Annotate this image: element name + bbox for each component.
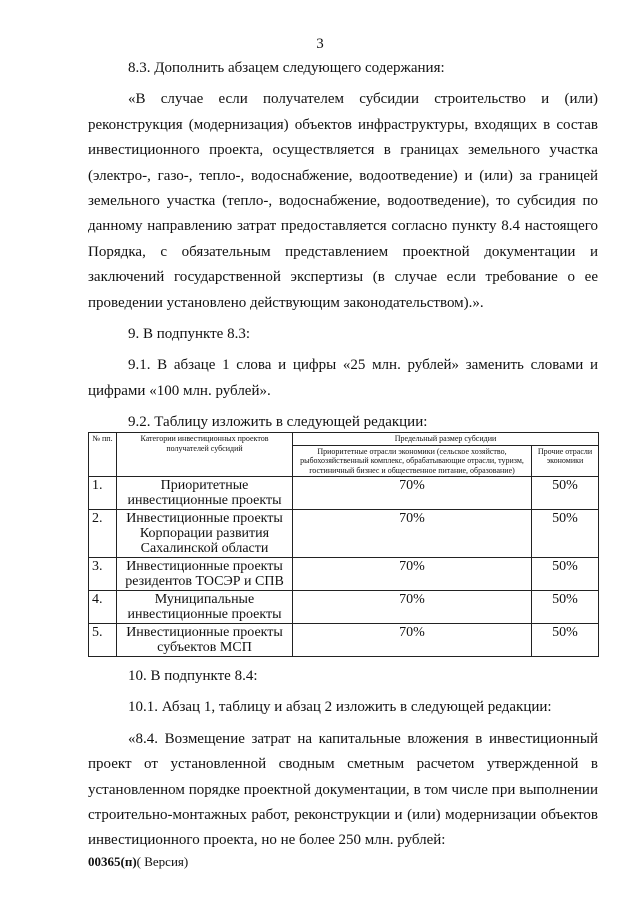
row-other-value: 50% bbox=[532, 591, 599, 624]
header-category: Категории инвестиционных проектов получателей субсидий bbox=[117, 433, 293, 477]
header-priority-sectors: Приоритетные отрасли экономики (сельское хозяйство, рыбохозяйственный комплекс, обрабатывающие отрасли, туризм, гостиничный бизнес и общественное питание, образование) bbox=[293, 445, 532, 477]
row-category: Муниципальные инвестиционные проекты bbox=[117, 591, 293, 624]
row-num: 4. bbox=[89, 591, 117, 624]
paragraph-quote-8-4: «8.4. Возмещение затрат на капитальные вложения в инвестиционный проект от установленной сводным сметным расчетом утвержденной в установленном порядке проектной документации, в том числе при выполнении строительно-монтажных работ, реконструкции и (или) модернизации объектов инвестиционного проекта, но не более 250 млн. рублей: bbox=[88, 730, 598, 849]
row-other-value: 50% bbox=[532, 510, 599, 558]
table-row bbox=[89, 477, 599, 510]
row-priority-value: 70% bbox=[293, 591, 532, 624]
row-category: Инвестиционные проекты субъектов МСП bbox=[117, 624, 293, 657]
table-row bbox=[89, 558, 599, 591]
row-priority-value: 70% bbox=[293, 510, 532, 558]
row-num: 5. bbox=[89, 624, 117, 657]
row-num: 1. bbox=[89, 477, 117, 510]
header-num: № пп. bbox=[89, 433, 117, 477]
document-version: ( Версия) bbox=[136, 854, 189, 869]
row-priority-value: 70% bbox=[293, 477, 532, 510]
paragraph-8-3: 8.3. Дополнить абзацем следующего содержания: bbox=[128, 60, 445, 76]
row-category: Инвестиционные проекты Корпорации развития Сахалинской области bbox=[117, 510, 293, 558]
document-code-footer bbox=[88, 854, 188, 870]
row-other-value: 50% bbox=[532, 558, 599, 591]
document-body-bottom bbox=[88, 664, 598, 854]
row-category: Приоритетные инвестиционные проекты bbox=[117, 477, 293, 510]
paragraph-10-1: 10.1. Абзац 1, таблицу и абзац 2 изложить в следующей редакции: bbox=[128, 699, 552, 716]
page-number: 3 bbox=[316, 36, 324, 52]
header-max-size: Предельный размер субсидии bbox=[293, 433, 599, 446]
document-code: 00365(п) bbox=[88, 854, 137, 869]
table-row bbox=[89, 624, 599, 657]
paragraph-9-1: 9.1. В абзаце 1 слова и цифры «25 млн. рублей» заменить словами и цифрами «100 млн. рублей». bbox=[88, 357, 598, 399]
row-category: Инвестиционные проекты резидентов ТОСЭР и СПВ bbox=[117, 558, 293, 591]
paragraph-9: 9. В подпункте 8.3: bbox=[128, 326, 251, 343]
paragraph-10: 10. В подпункте 8.4: bbox=[128, 668, 258, 684]
table-row bbox=[89, 510, 599, 558]
row-num: 3. bbox=[89, 558, 117, 591]
row-num: 2. bbox=[89, 510, 117, 558]
table-row bbox=[89, 591, 599, 624]
paragraph-9-2: 9.2. Таблицу изложить в следующей редакции: bbox=[128, 414, 428, 431]
header-other-sectors: Прочие отрасли экономики bbox=[532, 445, 599, 477]
document-body-top bbox=[88, 56, 598, 436]
row-priority-value: 70% bbox=[293, 558, 532, 591]
row-other-value: 50% bbox=[532, 477, 599, 510]
paragraph-quote-8-3: «В случае если получателем субсидии строительство и (или) реконструкция (модернизация) объектов инфраструктуры, входящих в состав инвестиционного проекта, осуществляется в границах земельного участка (электро-, газо-, тепло-, водоснабжение, водоотведение) и (или) за границей земельного участка (тепло-, водоснабжение, водоотведение), то субсидия по данному направлению затрат предоставляется согласно пункту 8.4 настоящего Порядка, с обязательным представлением проектной документации и заключений государственной экспертизы (в случае если требование о ее проведении установлено действующим законодательством).». bbox=[88, 91, 598, 311]
row-priority-value: 70% bbox=[293, 624, 532, 657]
row-other-value: 50% bbox=[532, 624, 599, 657]
subsidy-table bbox=[88, 432, 598, 657]
